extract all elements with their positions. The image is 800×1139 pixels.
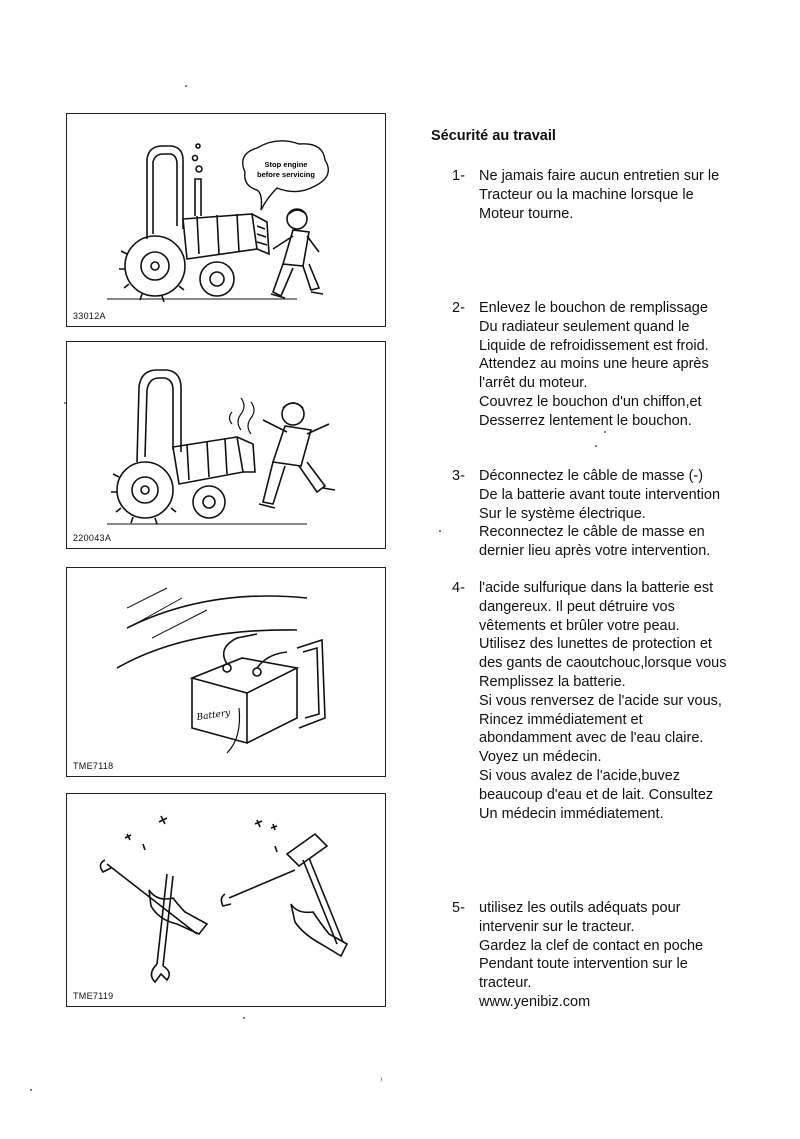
figure-battery bbox=[66, 567, 386, 777]
item-line: Si vous renversez de l'acide sur vous, bbox=[479, 692, 722, 709]
item-line: Rincez immédiatement et bbox=[479, 711, 643, 728]
item-line: Desserrez lentement le bouchon. bbox=[479, 412, 692, 429]
battery-illustration bbox=[67, 568, 385, 776]
safety-item-5 bbox=[452, 899, 772, 1012]
safety-item-2 bbox=[452, 299, 772, 431]
item-line: Attendez au moins une heure après bbox=[479, 356, 709, 373]
safety-item-4 bbox=[452, 579, 772, 823]
figure-code: 220043A bbox=[73, 533, 112, 543]
item-line: www.yenibiz.com bbox=[479, 993, 591, 1010]
scan-speck bbox=[604, 431, 606, 433]
item-line: Gardez la clef de contact en poche bbox=[479, 937, 704, 954]
item-line: beaucoup d'eau et de lait. Consultez bbox=[479, 786, 714, 803]
figure-tools bbox=[66, 793, 386, 1007]
item-line: Déconnectez le câble de masse (-) bbox=[479, 468, 704, 484]
figure-radiator-hot bbox=[66, 341, 386, 549]
item-line: l'acide sulfurique dans la batterie est bbox=[479, 580, 714, 596]
page-title: Sécurité au travail bbox=[431, 128, 556, 144]
safety-item-3 bbox=[452, 467, 772, 561]
item-line: dernier lieu après votre intervention. bbox=[479, 543, 711, 560]
scan-speck bbox=[595, 445, 597, 447]
item-line: dangereux. Il peut détruire vos bbox=[479, 598, 675, 615]
item-number: 3- bbox=[452, 468, 465, 484]
item-line: l'arrêt du moteur. bbox=[479, 375, 588, 392]
figure-code: TME7119 bbox=[73, 991, 114, 1001]
item-line: vêtements et brûler votre peau. bbox=[479, 617, 680, 634]
item-line: Enlevez le bouchon de remplissage bbox=[479, 300, 708, 316]
bubble-text-line1: Stop engine bbox=[264, 160, 308, 169]
item-line: Un médecin immédiatement. bbox=[479, 805, 664, 822]
figure-code: 33012A bbox=[73, 311, 106, 321]
scan-speck bbox=[64, 402, 66, 404]
item-line: De la batterie avant toute intervention bbox=[479, 486, 721, 503]
scan-speck bbox=[243, 1017, 245, 1019]
radiator-steam-illustration bbox=[67, 342, 385, 548]
item-line: tracteur. bbox=[479, 975, 532, 992]
page-mark: ⁾ bbox=[380, 1076, 383, 1086]
figure-code: TME7118 bbox=[73, 761, 114, 771]
item-number: 1- bbox=[452, 168, 465, 184]
item-line: Reconnectez le câble de masse en bbox=[479, 524, 705, 541]
speech-bubble bbox=[243, 141, 329, 210]
battery-label: Battery bbox=[196, 708, 232, 723]
item-line: Voyez un médecin. bbox=[479, 749, 602, 766]
item-number: 4- bbox=[452, 580, 465, 596]
item-line: Liquide de refroidissement est froid. bbox=[479, 337, 709, 354]
item-line: Utilisez des lunettes de protection et bbox=[479, 636, 712, 653]
item-line: abondamment avec de l'eau claire. bbox=[479, 730, 704, 747]
item-number: 2- bbox=[452, 300, 465, 316]
scan-speck bbox=[30, 1089, 32, 1091]
scan-speck bbox=[185, 85, 187, 87]
item-line: utilisez les outils adéquats pour bbox=[479, 900, 681, 916]
item-line: Ne jamais faire aucun entretien sur le bbox=[479, 168, 720, 184]
item-line: des gants de caoutchouc,lorsque vous bbox=[479, 655, 727, 672]
scan-speck bbox=[439, 530, 441, 532]
item-line: Moteur tourne. bbox=[479, 205, 574, 222]
tractor-operator-illustration bbox=[67, 114, 385, 326]
item-line: Pendant toute intervention sur le bbox=[479, 956, 688, 973]
item-line: Si vous avalez de l'acide,buvez bbox=[479, 767, 681, 784]
wrench-hammer-illustration bbox=[67, 794, 385, 1006]
safety-item-1 bbox=[452, 167, 772, 223]
item-line: intervenir sur le tracteur. bbox=[479, 918, 635, 935]
item-line: Tracteur ou la machine lorsque le bbox=[479, 186, 694, 203]
item-number: 5- bbox=[452, 900, 465, 916]
bubble-text-line2: before servicing bbox=[257, 170, 315, 179]
figure-stop-engine bbox=[66, 113, 386, 327]
item-line: Couvrez le bouchon d'un chiffon,et bbox=[479, 393, 702, 410]
item-line: Du radiateur seulement quand le bbox=[479, 318, 690, 335]
item-line: Sur le système électrique. bbox=[479, 505, 646, 522]
item-line: Remplissez la batterie. bbox=[479, 673, 626, 690]
